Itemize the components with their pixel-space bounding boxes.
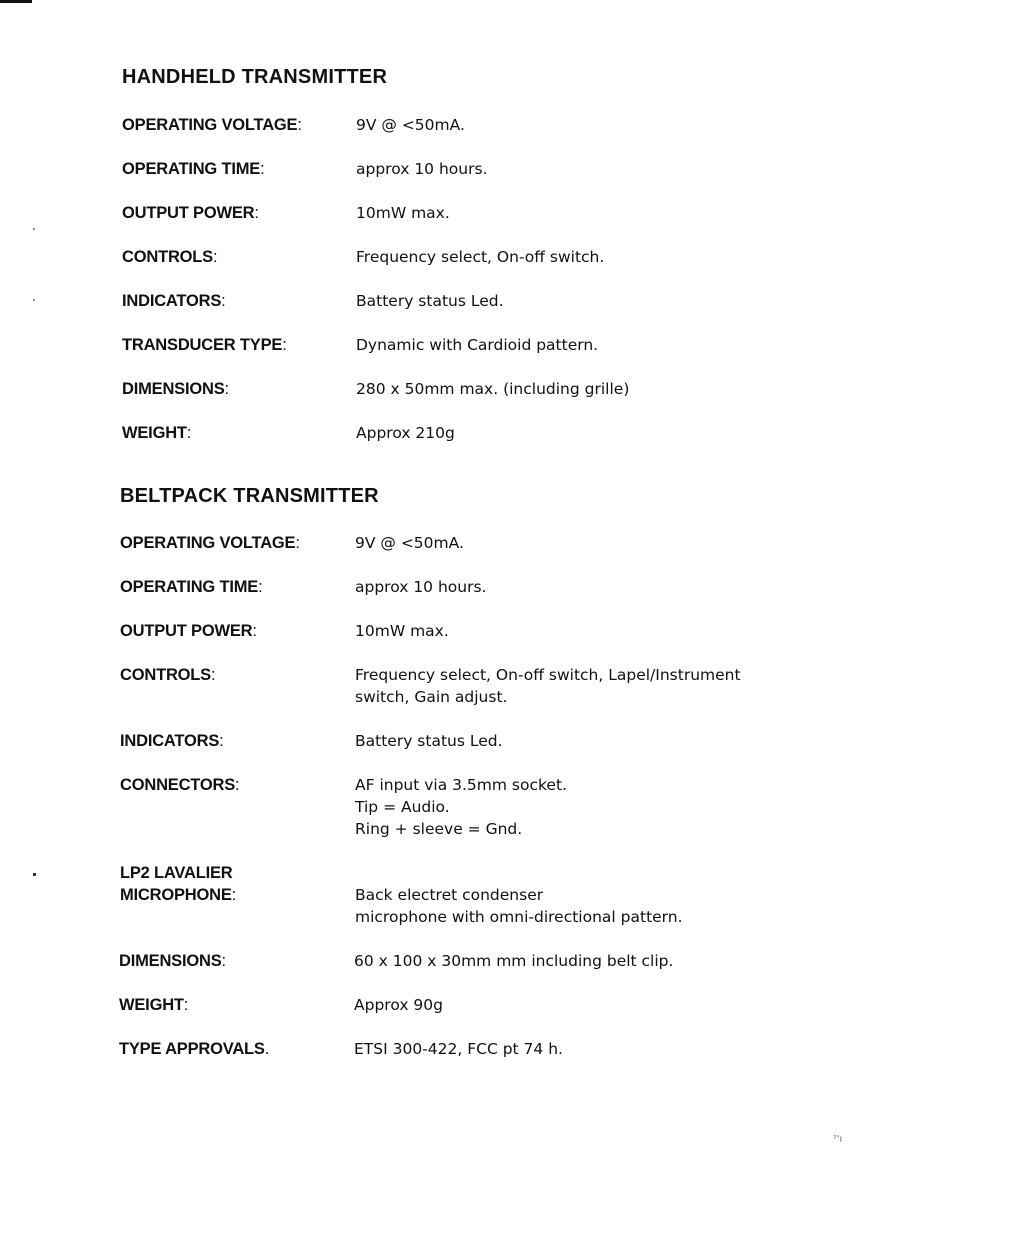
spec-label: OUTPUT POWER: [120,622,257,640]
spec-value: Approx 90g [354,996,443,1014]
spec-value: AF input via 3.5mm socket. Tip = Audio. Ring + sleeve = Gnd. [355,776,567,838]
spec-value: Battery status Led. [356,292,504,310]
spec-label: DIMENSIONS: [122,380,229,398]
scan-speck [33,873,36,876]
spec-value: 280 x 50mm max. (including grille) [356,380,630,398]
page-mark: ˀ'ı [833,1134,843,1145]
spec-label: DIMENSIONS: [119,952,226,970]
spec-value: Dynamic with Cardioid pattern. [356,336,599,354]
spec-label: OUTPUT POWER: [122,204,259,222]
spec-label: OPERATING TIME: [122,160,265,178]
scan-speck [33,299,35,301]
scan-edge-mark [0,0,32,3]
spec-value: 60 x 100 x 30mm mm including belt clip. [354,952,674,970]
spec-label: OPERATING VOLTAGE: [122,116,302,134]
section-title: HANDHELD TRANSMITTER [122,66,388,88]
scan-speck [33,228,35,230]
spec-label: CONTROLS: [122,248,218,266]
spec-label: INDICATORS: [120,732,224,750]
spec-value: Back electret condenser microphone with omni-directional pattern. [355,886,683,926]
spec-label: TRANSDUCER TYPE: [122,336,287,354]
spec-label: CONNECTORS: [120,776,240,794]
spec-label: WEIGHT: [122,424,192,442]
spec-value: 9V @ <50mA. [356,116,465,134]
spec-value: Approx 210g [356,424,455,442]
spec-value: 10mW max. [355,622,449,640]
spec-label: OPERATING TIME: [120,578,263,596]
spec-value: Frequency select, On-off switch, Lapel/Instrument switch, Gain adjust. [355,666,741,706]
spec-label: LP2 LAVALIER MICROPHONE: [120,864,237,904]
spec-value: Battery status Led. [355,732,503,750]
spec-label: CONTROLS: [120,666,216,684]
spec-value: Frequency select, On-off switch. [356,248,605,266]
spec-label: INDICATORS: [122,292,226,310]
section-title: BELTPACK TRANSMITTER [120,485,379,507]
spec-value: ETSI 300-422, FCC pt 74 h. [354,1040,563,1058]
spec-value: 10mW max. [356,204,450,222]
spec-value: 9V @ <50mA. [355,534,464,552]
spec-value: approx 10 hours. [355,578,487,596]
spec-label: TYPE APPROVALS. [119,1040,270,1058]
spec-value: approx 10 hours. [356,160,488,178]
spec-label: WEIGHT: [119,996,189,1014]
spec-label: OPERATING VOLTAGE: [120,534,300,552]
